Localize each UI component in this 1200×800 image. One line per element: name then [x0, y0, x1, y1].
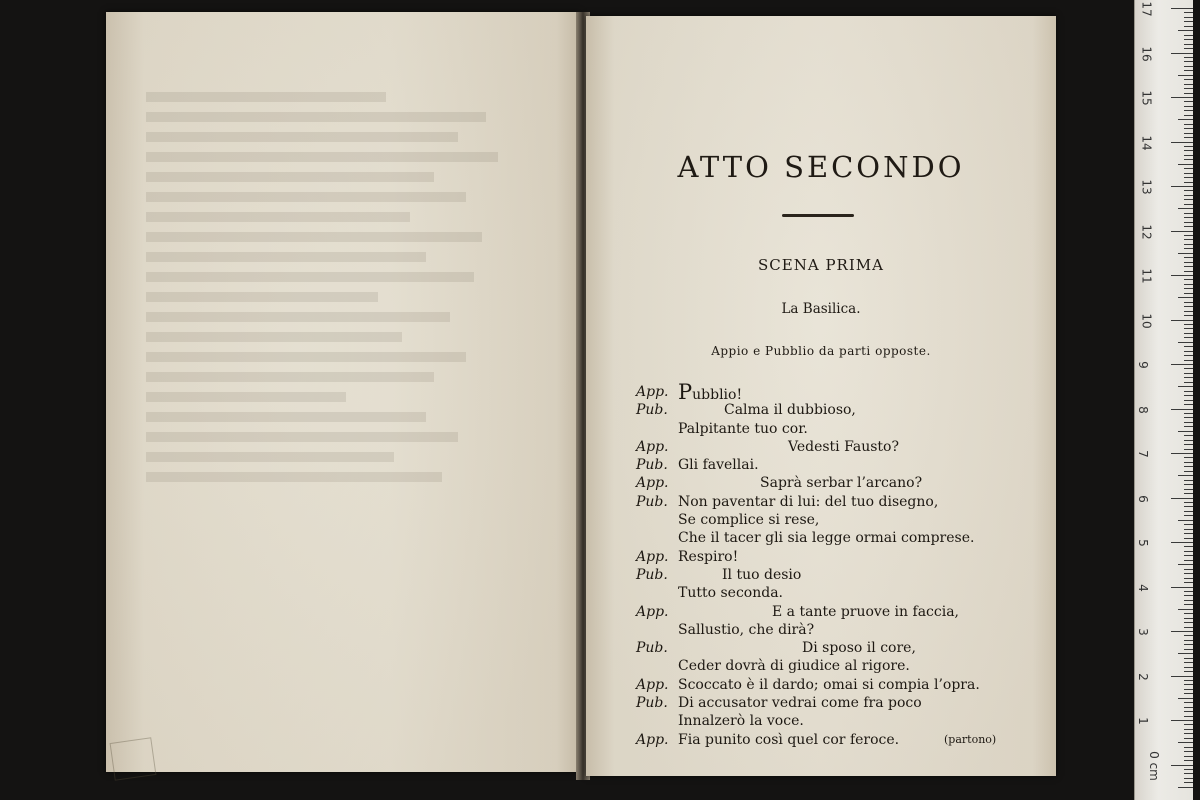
ruler-tick [1178, 386, 1193, 387]
ruler-tick [1184, 368, 1193, 369]
ruler-tick [1184, 101, 1193, 102]
dialogue-line [636, 694, 1046, 712]
ruler-tick [1184, 422, 1193, 423]
ruler-tick [1184, 293, 1193, 294]
scene-heading: SCENA PRIMA [758, 256, 884, 274]
ruler-tick [1171, 142, 1193, 143]
ruler-tick [1171, 409, 1193, 410]
dialogue-line [636, 548, 1046, 566]
ruler-tick [1184, 582, 1193, 583]
ruler-tick [1184, 440, 1193, 441]
ruler-tick [1184, 729, 1193, 730]
ruler-tick [1178, 475, 1193, 476]
ruler-tick [1184, 400, 1193, 401]
ruler-tick [1184, 662, 1193, 663]
ruler-tick [1184, 538, 1193, 539]
ruler-tick [1184, 595, 1193, 596]
ruler-tick [1184, 382, 1193, 383]
ruler-tick [1184, 573, 1193, 574]
ruler-tick [1184, 17, 1193, 18]
ruler-tick [1184, 168, 1193, 169]
ruler-tick [1184, 716, 1193, 717]
ruler-tick [1184, 44, 1193, 45]
ruler-tick [1184, 667, 1193, 668]
dialogue-line [636, 474, 1046, 492]
ruler-tick [1178, 698, 1193, 699]
ruler-tick [1184, 146, 1193, 147]
ruler-tick [1184, 489, 1193, 490]
ruler-tick [1178, 609, 1193, 610]
ruler-tick [1184, 48, 1193, 49]
ruler-tick [1184, 413, 1193, 414]
ruler-tick [1184, 600, 1193, 601]
speaker-label: App. [636, 548, 669, 565]
ruler-tick [1184, 702, 1193, 703]
ruler-tick [1184, 782, 1193, 783]
verse-text: Non paventar di lui: del tuo disegno, [678, 493, 939, 510]
ruler-tick [1184, 738, 1193, 739]
verse-text: Respiro! [678, 548, 739, 565]
ruler-tick [1184, 658, 1193, 659]
dialogue-line [636, 380, 1046, 404]
ruler-label: 11 [1139, 268, 1154, 284]
ruler-tick [1184, 529, 1193, 530]
ruler-tick [1178, 75, 1193, 76]
ruler-tick [1184, 555, 1193, 556]
verse-text: Scoccato è il dardo; omai si compia l’opra. [678, 676, 980, 693]
verse-text: Innalzerò la voce. [678, 713, 804, 730]
verse-text: Di accusator vedrai come fra poco [678, 695, 922, 712]
ruler-tick [1184, 506, 1193, 507]
ruler-tick [1184, 644, 1193, 645]
right-page [586, 16, 1056, 776]
ruler-tick [1184, 457, 1193, 458]
verse-text: Vedesti Fausto? [788, 438, 899, 455]
ruler-tick [1171, 720, 1193, 721]
verse-text: Che il tacer gli sia legge ormai comprese. [678, 530, 975, 547]
ruler-tick [1171, 320, 1193, 321]
ruler-tick [1184, 159, 1193, 160]
ruler-label: 5 [1135, 539, 1150, 547]
ruler-tick [1184, 302, 1193, 303]
ruler-tick [1184, 426, 1193, 427]
ruler-tick [1171, 587, 1193, 588]
ruler-tick [1171, 631, 1193, 632]
dialogue-line [636, 731, 1046, 749]
speaker-label: App. [636, 731, 669, 748]
ruler-tick [1178, 742, 1193, 743]
dialogue-line [636, 438, 1046, 456]
ruler-tick [1184, 773, 1193, 774]
dialogue-line [636, 621, 1046, 639]
ruler-tick [1184, 306, 1193, 307]
ruler-tick [1184, 222, 1193, 223]
ruler-tick [1184, 110, 1193, 111]
dialogue-line [636, 456, 1046, 474]
ruler-tick [1184, 671, 1193, 672]
ruler-tick [1184, 724, 1193, 725]
ruler-tick [1184, 604, 1193, 605]
verse-text: Pubblio! [678, 380, 743, 404]
ruler-tick [1171, 542, 1193, 543]
ruler-tick [1178, 431, 1193, 432]
speaker-label: App. [636, 676, 669, 693]
ruler-tick [1184, 182, 1193, 183]
ruler-tick [1184, 244, 1193, 245]
ruler-label: 13 [1139, 179, 1154, 195]
ruler-tick [1178, 564, 1193, 565]
ruler-tick [1184, 84, 1193, 85]
ruler-tick [1184, 204, 1193, 205]
ruler-tick [1184, 288, 1193, 289]
ruler-tick [1184, 751, 1193, 752]
ruler-tick [1184, 355, 1193, 356]
ruler-tick [1184, 747, 1193, 748]
ruler-tick [1171, 97, 1193, 98]
verse-text: Saprà serbar l’arcano? [760, 475, 923, 492]
ruler-tick [1171, 53, 1193, 54]
characters-line: Appio e Pubblio da parti opposte. [711, 344, 931, 358]
ruler-tick [1184, 707, 1193, 708]
ruler-tick [1184, 351, 1193, 352]
page-corner-stamp [110, 737, 157, 780]
ruler-tick [1184, 284, 1193, 285]
ruler-tick [1171, 765, 1193, 766]
ruler-label: 8 [1135, 405, 1150, 414]
ruler-tick [1184, 190, 1193, 191]
ruler-tick [1184, 115, 1193, 116]
verse-text: Ceder dovrà di giudice al rigore. [678, 658, 910, 675]
open-book [106, 12, 1061, 782]
ruler-tick [1184, 533, 1193, 534]
ruler-tick [1184, 12, 1193, 13]
ruler-tick [1184, 515, 1193, 516]
ruler-tick [1184, 271, 1193, 272]
ruler-label: 9 [1135, 361, 1150, 369]
ruler-tick [1184, 480, 1193, 481]
ruler-tick [1184, 337, 1193, 338]
ruler-tick [1184, 195, 1193, 196]
ruler-tick [1178, 520, 1193, 521]
ruler-tick [1184, 311, 1193, 312]
ruler-tick [1184, 444, 1193, 445]
ruler-label: 1 [1135, 717, 1150, 725]
ruler-tick [1184, 395, 1193, 396]
dialogue-line [636, 712, 1046, 730]
dialogue-line [636, 401, 1046, 419]
dialogue-line [636, 639, 1046, 657]
ruler-tick [1184, 435, 1193, 436]
ruler-tick [1184, 711, 1193, 712]
ruler-tick [1184, 133, 1193, 134]
ruler-tick [1184, 70, 1193, 71]
scene-location: La Basilica. [781, 301, 861, 317]
ruler-tick [1184, 26, 1193, 27]
ruler-label: 15 [1139, 90, 1154, 106]
ruler-tick [1184, 733, 1193, 734]
ruler-tick [1184, 137, 1193, 138]
ruler-tick [1184, 333, 1193, 334]
verse-text: Fia punito così quel cor feroce. [678, 731, 900, 748]
ruler-tick [1184, 618, 1193, 619]
ruler-tick [1184, 760, 1193, 761]
dialogue-line [636, 420, 1046, 438]
ruler-tick [1184, 213, 1193, 214]
ruler-tick [1184, 591, 1193, 592]
speaker-label: Pub. [636, 457, 668, 474]
ruler-tick [1171, 275, 1193, 276]
ruler-tick [1184, 778, 1193, 779]
ruler-tick [1171, 231, 1193, 232]
ruler-tick [1184, 417, 1193, 418]
ruler-tick [1184, 578, 1193, 579]
ruler-tick [1184, 257, 1193, 258]
ruler-tick [1184, 769, 1193, 770]
verse-text: Gli favellai. [678, 457, 759, 474]
speaker-label: App. [636, 475, 669, 492]
ruler-tick [1184, 377, 1193, 378]
ruler-label: 3 [1135, 628, 1150, 636]
ruler-tick [1184, 649, 1193, 650]
ruler-tick [1184, 226, 1193, 227]
ruler-label: 14 [1139, 134, 1154, 151]
ruler-tick [1178, 653, 1193, 654]
speaker-label: Pub. [636, 566, 668, 583]
ruler-tick [1178, 119, 1193, 120]
verse-text: Calma il dubbioso, [724, 402, 856, 419]
ruler-tick [1184, 560, 1193, 561]
ruler-tick [1171, 498, 1193, 499]
ruler-tick [1184, 155, 1193, 156]
ruler-tick [1184, 177, 1193, 178]
ruler-tick [1184, 57, 1193, 58]
ruler-tick [1184, 248, 1193, 249]
dialogue-block [636, 380, 1046, 749]
ruler-tick [1184, 524, 1193, 525]
stage-direction: (partono) [944, 732, 997, 746]
ruler-tick [1184, 627, 1193, 628]
speaker-label: App. [636, 384, 669, 400]
ruler-tick [1184, 449, 1193, 450]
ruler-tick [1184, 551, 1193, 552]
ruler-tick [1184, 502, 1193, 503]
ruler-tick [1184, 373, 1193, 374]
measuring-ruler [1134, 0, 1193, 800]
ruler-tick [1184, 360, 1193, 361]
ruler-tick [1178, 164, 1193, 165]
ruler-tick [1184, 315, 1193, 316]
ruler-label: 6 [1135, 494, 1150, 503]
verse-text: Sallustio, che dirà? [678, 621, 815, 638]
ruler-tick [1184, 235, 1193, 236]
verse-text: E a tante pruove in faccia, [772, 603, 959, 620]
ruler-tick [1184, 150, 1193, 151]
ruler-tick [1184, 39, 1193, 40]
ruler-tick [1184, 93, 1193, 94]
ruler-tick [1184, 79, 1193, 80]
ruler-tick [1184, 462, 1193, 463]
ruler-tick [1184, 328, 1193, 329]
ruler-tick [1178, 253, 1193, 254]
act-title: ATTO SECONDO [677, 150, 965, 184]
ruler-tick [1184, 66, 1193, 67]
ruler-tick [1184, 484, 1193, 485]
dialogue-line [636, 657, 1046, 675]
ruler-tick [1178, 787, 1193, 788]
ruler-tick [1184, 217, 1193, 218]
ruler-tick [1184, 199, 1193, 200]
ruler-tick [1184, 106, 1193, 107]
ruler-tick [1184, 173, 1193, 174]
dialogue-line [636, 676, 1046, 694]
ruler-tick [1184, 61, 1193, 62]
ruler-tick [1184, 684, 1193, 685]
ruler-tick [1184, 466, 1193, 467]
ruler-tick [1171, 8, 1193, 9]
ruler-tick [1178, 342, 1193, 343]
ruler-label: 17 [1139, 1, 1154, 17]
ruler-tick [1184, 613, 1193, 614]
ruler-tick [1184, 279, 1193, 280]
ruler-tick [1184, 266, 1193, 267]
speaker-label: Pub. [636, 402, 668, 419]
ruler-label: 10 [1139, 312, 1154, 329]
ruler-tick [1184, 324, 1193, 325]
ruler-tick [1178, 297, 1193, 298]
dialogue-line [636, 529, 1046, 547]
verse-text: Palpitante tuo cor. [678, 420, 808, 437]
ruler-tick [1184, 493, 1193, 494]
ruler-tick [1184, 640, 1193, 641]
ruler-label: 16 [1139, 45, 1154, 62]
ruler-tick [1171, 186, 1193, 187]
speaker-label: App. [636, 438, 669, 455]
ruler-label: 7 [1135, 450, 1150, 458]
dialogue-line [636, 584, 1046, 602]
ruler-tick [1184, 680, 1193, 681]
ruler-tick [1184, 21, 1193, 22]
show-through-text [146, 82, 546, 682]
verse-text: Il tuo desio [722, 566, 802, 583]
ruler-tick [1178, 30, 1193, 31]
ruler-tick [1178, 208, 1193, 209]
verse-text: Se complice si rese, [678, 512, 820, 529]
dialogue-line [636, 566, 1046, 584]
ruler-tick [1184, 128, 1193, 129]
ruler-tick [1184, 622, 1193, 623]
verse-text: Di sposo il core, [802, 640, 916, 657]
ruler-label: 2 [1135, 672, 1150, 681]
ruler-tick [1171, 453, 1193, 454]
ruler-tick [1184, 88, 1193, 89]
left-page [106, 12, 580, 772]
ruler-tick [1184, 689, 1193, 690]
ruler-tick [1184, 511, 1193, 512]
ruler-tick [1171, 676, 1193, 677]
speaker-label: App. [636, 603, 669, 620]
ruler-tick [1184, 546, 1193, 547]
dialogue-line [636, 511, 1046, 529]
speaker-label: Pub. [636, 493, 668, 510]
dialogue-line [636, 603, 1046, 621]
ruler-tick [1184, 635, 1193, 636]
speaker-label: Pub. [636, 640, 668, 657]
ruler-tick [1184, 756, 1193, 757]
speaker-label: Pub. [636, 695, 668, 712]
ruler-tick [1184, 569, 1193, 570]
ruler-tick [1184, 346, 1193, 347]
ruler-tick [1184, 262, 1193, 263]
ruler-tick [1184, 124, 1193, 125]
title-rule [782, 214, 854, 217]
ruler-tick [1184, 693, 1193, 694]
ruler-tick [1184, 35, 1193, 36]
ruler-label: 12 [1139, 223, 1154, 240]
ruler-tick [1184, 391, 1193, 392]
verse-text: Tutto seconda. [678, 585, 783, 602]
ruler-tick [1184, 239, 1193, 240]
ruler-tick [1184, 471, 1193, 472]
ruler-tick [1171, 364, 1193, 365]
dialogue-line [636, 493, 1046, 511]
ruler-label: 4 [1135, 583, 1150, 592]
ruler-tick [1184, 404, 1193, 405]
ruler-label: 0 cm [1146, 750, 1161, 781]
